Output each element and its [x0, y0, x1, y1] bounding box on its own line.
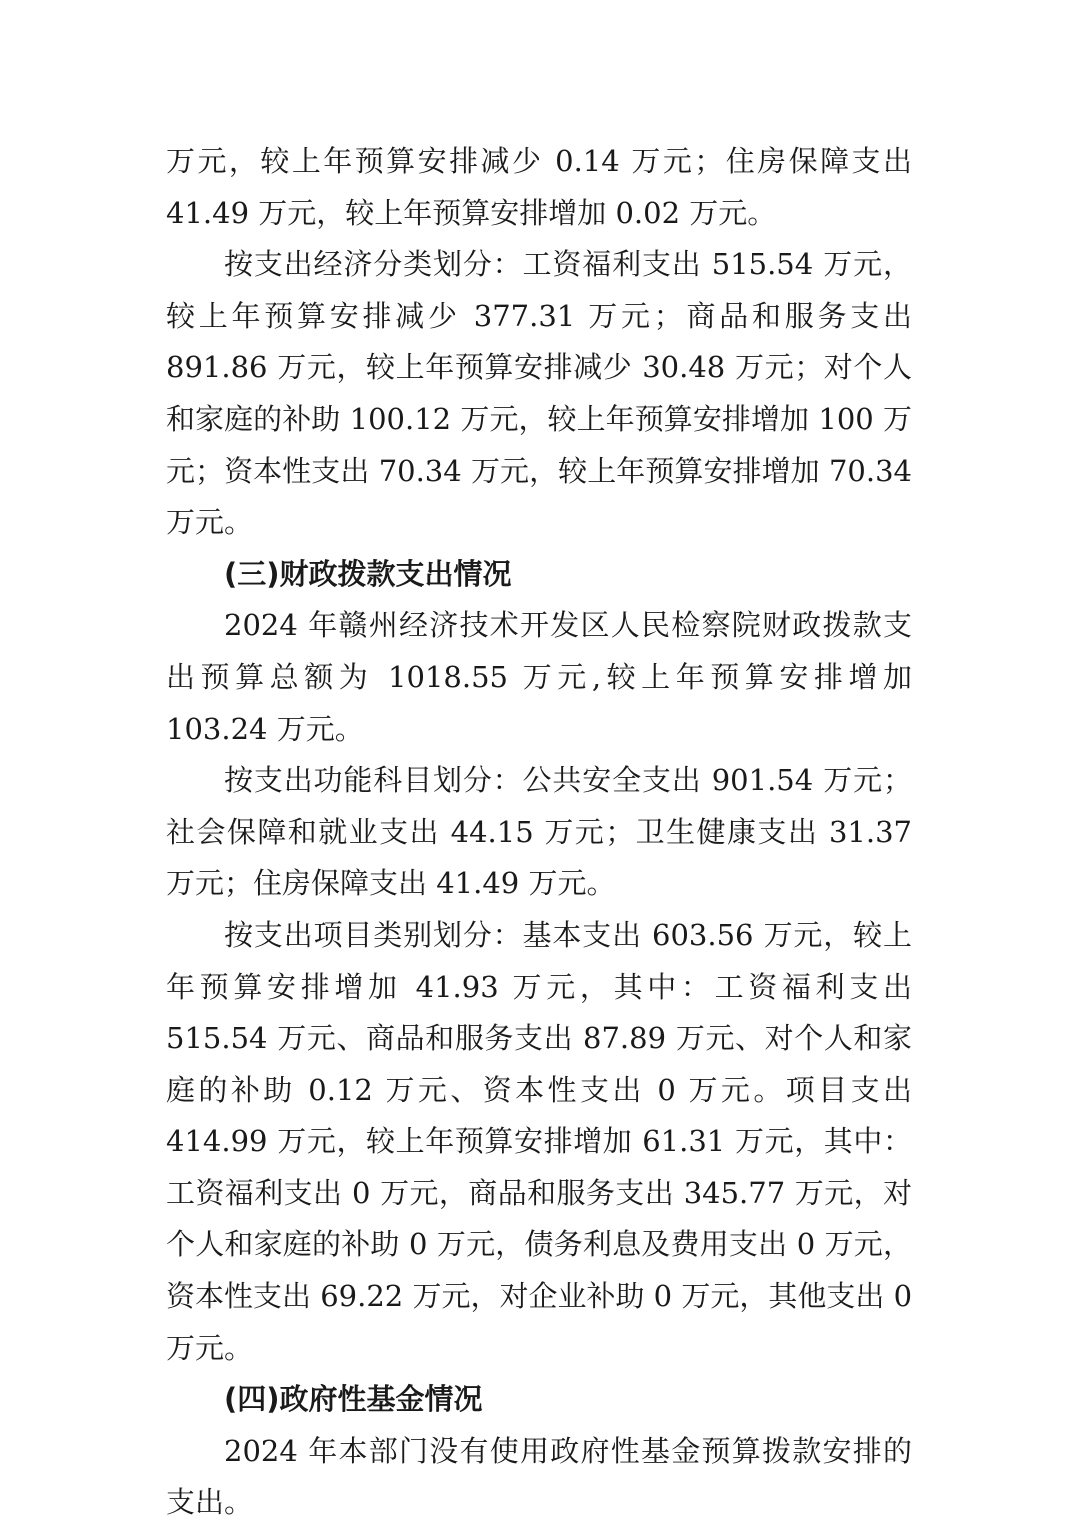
document-body [166, 136, 912, 1529]
paragraph-functional-classification: 按支出功能科目划分：公共安全支出 901.54 万元；社会保障和就业支出 44.15 万元；卫生健康支出 31.37 万元；住房保障支出 41.49 万元。 [166, 763, 912, 901]
paragraph-economic-classification: 按支出经济分类划分：工资福利支出 515.54 万元，较上年预算安排减少 377.31 万元；商品和服务支出 891.86 万元，较上年预算安排减少 30.48 万元；对个人和家庭的补助 100.12 万元，较上年预算安排增加 100 万元；资本性支出 70.34 万元，较上年预算安排增加 70.34 万元。 [166, 247, 912, 540]
paragraph-project-classification: 按支出项目类别划分：基本支出 603.56 万元，较上年预算安排增加 41.93 万元，其中：工资福利支出 515.54 万元、商品和服务支出 87.89 万元、对个人和家庭的补助 0.12 万元、资本性支出 0 万元。项目支出 414.99 万元，较上年预算安排增加 61.31 万元，其中：工资福利支出 0 万元，商品和服务支出 345.77 万元，对个人和家庭的补助 0 万元，债务利息及费用支出 0 万元，资本性支出 69.22 万元，对企业补助 0 万元，其他支出 0 万元。 [166, 917, 913, 1365]
section-heading-fiscal-appropriation: (三)财政拨款支出情况 [224, 556, 512, 591]
paragraph-housing-continuation: 万元，较上年预算安排减少 0.14 万元；住房保障支出 41.49 万元，较上年预算安排增加 0.02 万元。 [166, 144, 912, 230]
paragraph-government-fund: 2024 年本部门没有使用政府性基金预算拨款安排的支出。 [166, 1433, 912, 1520]
section-heading-government-fund: (四)政府性基金情况 [224, 1382, 483, 1417]
paragraph-appropriation-total: 2024 年赣州经济技术开发区人民检察院财政拨款支出预算总额为 1018.55 万元,较上年预算安排增加 103.24 万元。 [166, 608, 912, 746]
